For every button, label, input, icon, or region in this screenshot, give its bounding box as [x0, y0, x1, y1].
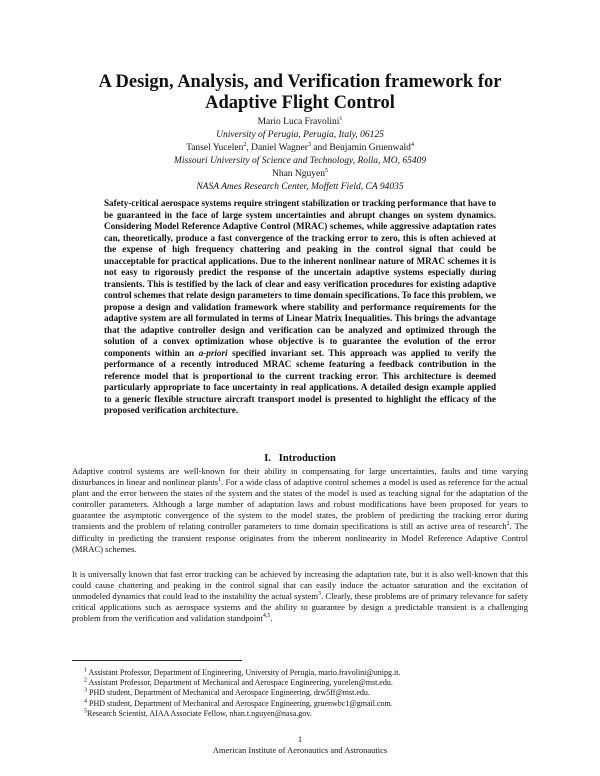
author-2: Tansel Yucelen$^2$, Daniel Wagner$^3$ and Benjamin Gruenwald$^4$ [186, 141, 414, 153]
page-number: 1 [297, 734, 303, 744]
footnote-divider [72, 660, 242, 661]
section-heading: I. Introduction [264, 453, 336, 464]
affiliation-2: Missouri University of Science and Technology, Rolla, MO, 65409 [173, 156, 427, 166]
footnote-3: $^3$ PHD student, Department of Mechanical and Aerospace Engineering, drw5ff@mst.edu. [84, 687, 370, 698]
footnote-2: $^2$ Assistant Professor, Department of Mechanical and Aerospace Engineering, yucelen@mst.edu. [84, 677, 393, 688]
footnotes [84, 668, 514, 719]
author-3: Nhan Nguyen$^5$ [271, 167, 329, 179]
apriori-term: a-priori [198, 347, 228, 358]
affiliation-1: University of Perugia, Perugia, Italy, 06125 [216, 130, 384, 140]
intro-paragraph-1: Adaptive control systems are well-known for their ability in compensating for large uncertainties, faults and time varying disturbances in linear and nonlinear plants$^1$. For a wide class of adaptive control schemes a model is used as reference for the actual plant and the error between the states of the system and the states of the model is used as teaching signal for the adaptation of the controller parameters. Although a large number of adaptation laws and robust modifications have been proposed for years to guarantee the asymptotic convergence of the system to the model states, the problem of predicting the tracking error during transients and the problem of relating controller parameters to time domain specifications is still an active area of research$^2$. The difficulty in predicting the transient response originates from the inherent nonlinearity in Model Reference Adaptive Control (MRAC) schemes. [72, 466, 528, 554]
intro-paragraph-2: It is universally known that fast error tracking can be achieved by increasing the adaptation rate, but it is also well-known that this could cause chattering and peaking in the control signal that can easily induce the actuator saturation and the excitation of unmodeled dynamics that could lead to the instability the actual system$^3$. Clearly, these problems are of primary relevance for safety critical applications such as aerospace systems and the ability to guarantee by design a predictable transient is a challenging problem from the verification and validation standpoint$^{4,5}$. [72, 569, 528, 624]
abstract: Safety-critical aerospace systems require stringent stabilization or tracking performance that have to be guaranteed in the face of large system uncertainties and abrupt changes on system dynamics. Considering Model Reference Adaptive Control (MRAC) schemes, while aggressive adaptation rates can, theoretically, produce a fast convergence of the tracking error to zero, this is often achieved at the expense of high frequency chattering and peaking in the control signal that could be unacceptable for practical applications. Due to the inherent nonlinear nature of MRAC schemes it is not easy to rigorously predict the response of the uncertain adaptive systems especially during transients. This is testified by the lack of clear and easy verification procedures for existing adaptive control schemes that relate design parameters to time domain specifications. To face this problem, we propose a design and validation framework where stability and performance requirements for the adaptive system are all formulated in terms of Linear Matrix Inequalities. This brings the advantage that the adaptive controller design and verification can be analyzed and optimized through the solution of a convex optimization whose objective is to guarantee the evolution of the error components within an a-priori specified invariant set. This approach was applied to verify the performance of a recently introduced MRAC scheme featuring a feedback contribution in the reference model that is proportional to the current tracking error. This architecture is deemed particularly appropriate to face uncertainty in real applications. A detailed design example applied to a generic flexible structure aircraft transport model is presented to highlight the efficacy of the proposed verification architecture. [104, 198, 496, 415]
paper-title [60, 72, 540, 114]
footnote-4: $^4$ PHD student, Department of Mechanical and Aerospace Engineering, gruenwbc1@gmail.com. [84, 697, 393, 708]
footnote-1: $^1$ Assistant Professor, Department of Engineering, University of Perugia, mario.fravolini@unipg.it. [84, 667, 401, 677]
author-1: Mario Luca Fravolini$^1$ [257, 115, 343, 127]
title-line-2: Adaptive Flight Control [205, 93, 395, 113]
affiliation-3: NASA Ames Research Center, Moffett Field, CA 94035 [196, 182, 404, 192]
footnote-5: $^5$Research Scientist, AIAA Associate Fellow, nhan.t.nguyen@nasa.gov. [84, 708, 312, 718]
page-footer: American Institute of Aeronautics and Astronautics [212, 745, 388, 755]
title-line-1: A Design, Analysis, and Verification framework for [98, 72, 502, 92]
